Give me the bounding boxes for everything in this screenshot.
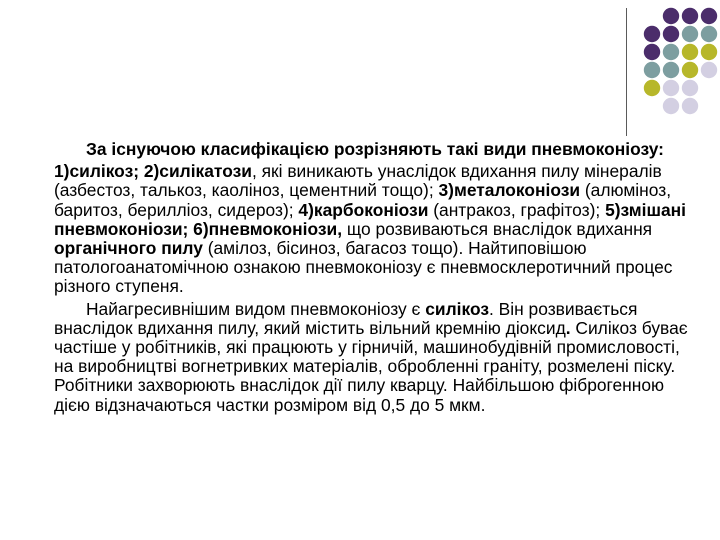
decorative-vertical-line	[626, 8, 627, 136]
slide-body-text	[54, 140, 694, 415]
decorative-dot	[682, 8, 698, 24]
decorative-dot	[701, 26, 717, 42]
decorative-dot	[682, 44, 698, 60]
decorative-dot	[682, 80, 698, 96]
decorative-dot	[701, 8, 717, 24]
silicosis-bold-period: .	[565, 317, 571, 338]
paragraph-intro	[54, 140, 694, 159]
list-bold-4: 5)змішані пневмоконіози; 6)пневмоконіози,	[54, 199, 686, 239]
paragraph-silicosis	[54, 300, 694, 415]
decorative-dot	[644, 62, 660, 78]
list-bold-1: 1)силікоз; 2)силікатози	[54, 161, 252, 182]
list-text-1: , які виникають унаслідок вдихання пилу мінералів (азбестоз, талькоз, каоліноз, цементний тощо);	[54, 161, 662, 201]
decorative-dot	[701, 44, 717, 60]
list-bold-2: 3)металоконіози	[438, 180, 581, 201]
silicosis-bold-term: силікоз	[425, 298, 489, 319]
list-bold-5: органічного пилу	[54, 238, 203, 259]
list-text-4: що розвиваються внаслідок вдихання	[342, 218, 653, 239]
silicosis-text-3: Силікоз буває частіше у робітників, які працюють у гірничій, машинобудівній промисловості, на виробництві вогнетривких матеріалів, обробленні граніту, розмелені піску. Робітники захворюють внаслідок дії пилу кварцу. Найбільшою фіброгенною дією відзначаються частки розміром від 0,5 до 5 мкм.	[54, 317, 688, 415]
decorative-dot	[644, 80, 660, 96]
decorative-dot	[663, 62, 679, 78]
list-text-3: (антракоз, графітоз);	[428, 199, 606, 220]
silicosis-text-1: Найагресивнішим видом пневмоконіозу є	[86, 298, 426, 319]
decorative-dot	[682, 62, 698, 78]
decorative-dot	[644, 44, 660, 60]
decorative-dot	[682, 98, 698, 114]
decorative-dot	[663, 26, 679, 42]
decorative-dot	[663, 80, 679, 96]
list-text-2: (алюміноз, баритоз, берилліоз, сидероз);	[54, 180, 672, 220]
decorative-dot	[663, 44, 679, 60]
decorative-dot	[682, 26, 698, 42]
decorative-dot	[663, 98, 679, 114]
decorative-dot-grid	[0, 0, 720, 140]
intro-bold-text: За існуючою класифікацією розрізняють такі види пневмоконіозу:	[86, 139, 664, 159]
decorative-dot	[663, 8, 679, 24]
decorative-dot	[701, 62, 717, 78]
paragraph-classification-list	[54, 162, 694, 296]
decorative-dot	[644, 26, 660, 42]
silicosis-text-2: . Він розвивається внаслідок вдихання пилу, який містить вільний кремнію діоксид	[54, 298, 638, 338]
list-text-5: (амілоз, бісиноз, багасоз тощо). Найтиповішою патологоанатомічною ознакою пневмоконіозу є пневмосклеротичний процес різного ступеня.	[54, 238, 673, 297]
list-bold-3: 4)карбоконіози	[298, 199, 429, 220]
